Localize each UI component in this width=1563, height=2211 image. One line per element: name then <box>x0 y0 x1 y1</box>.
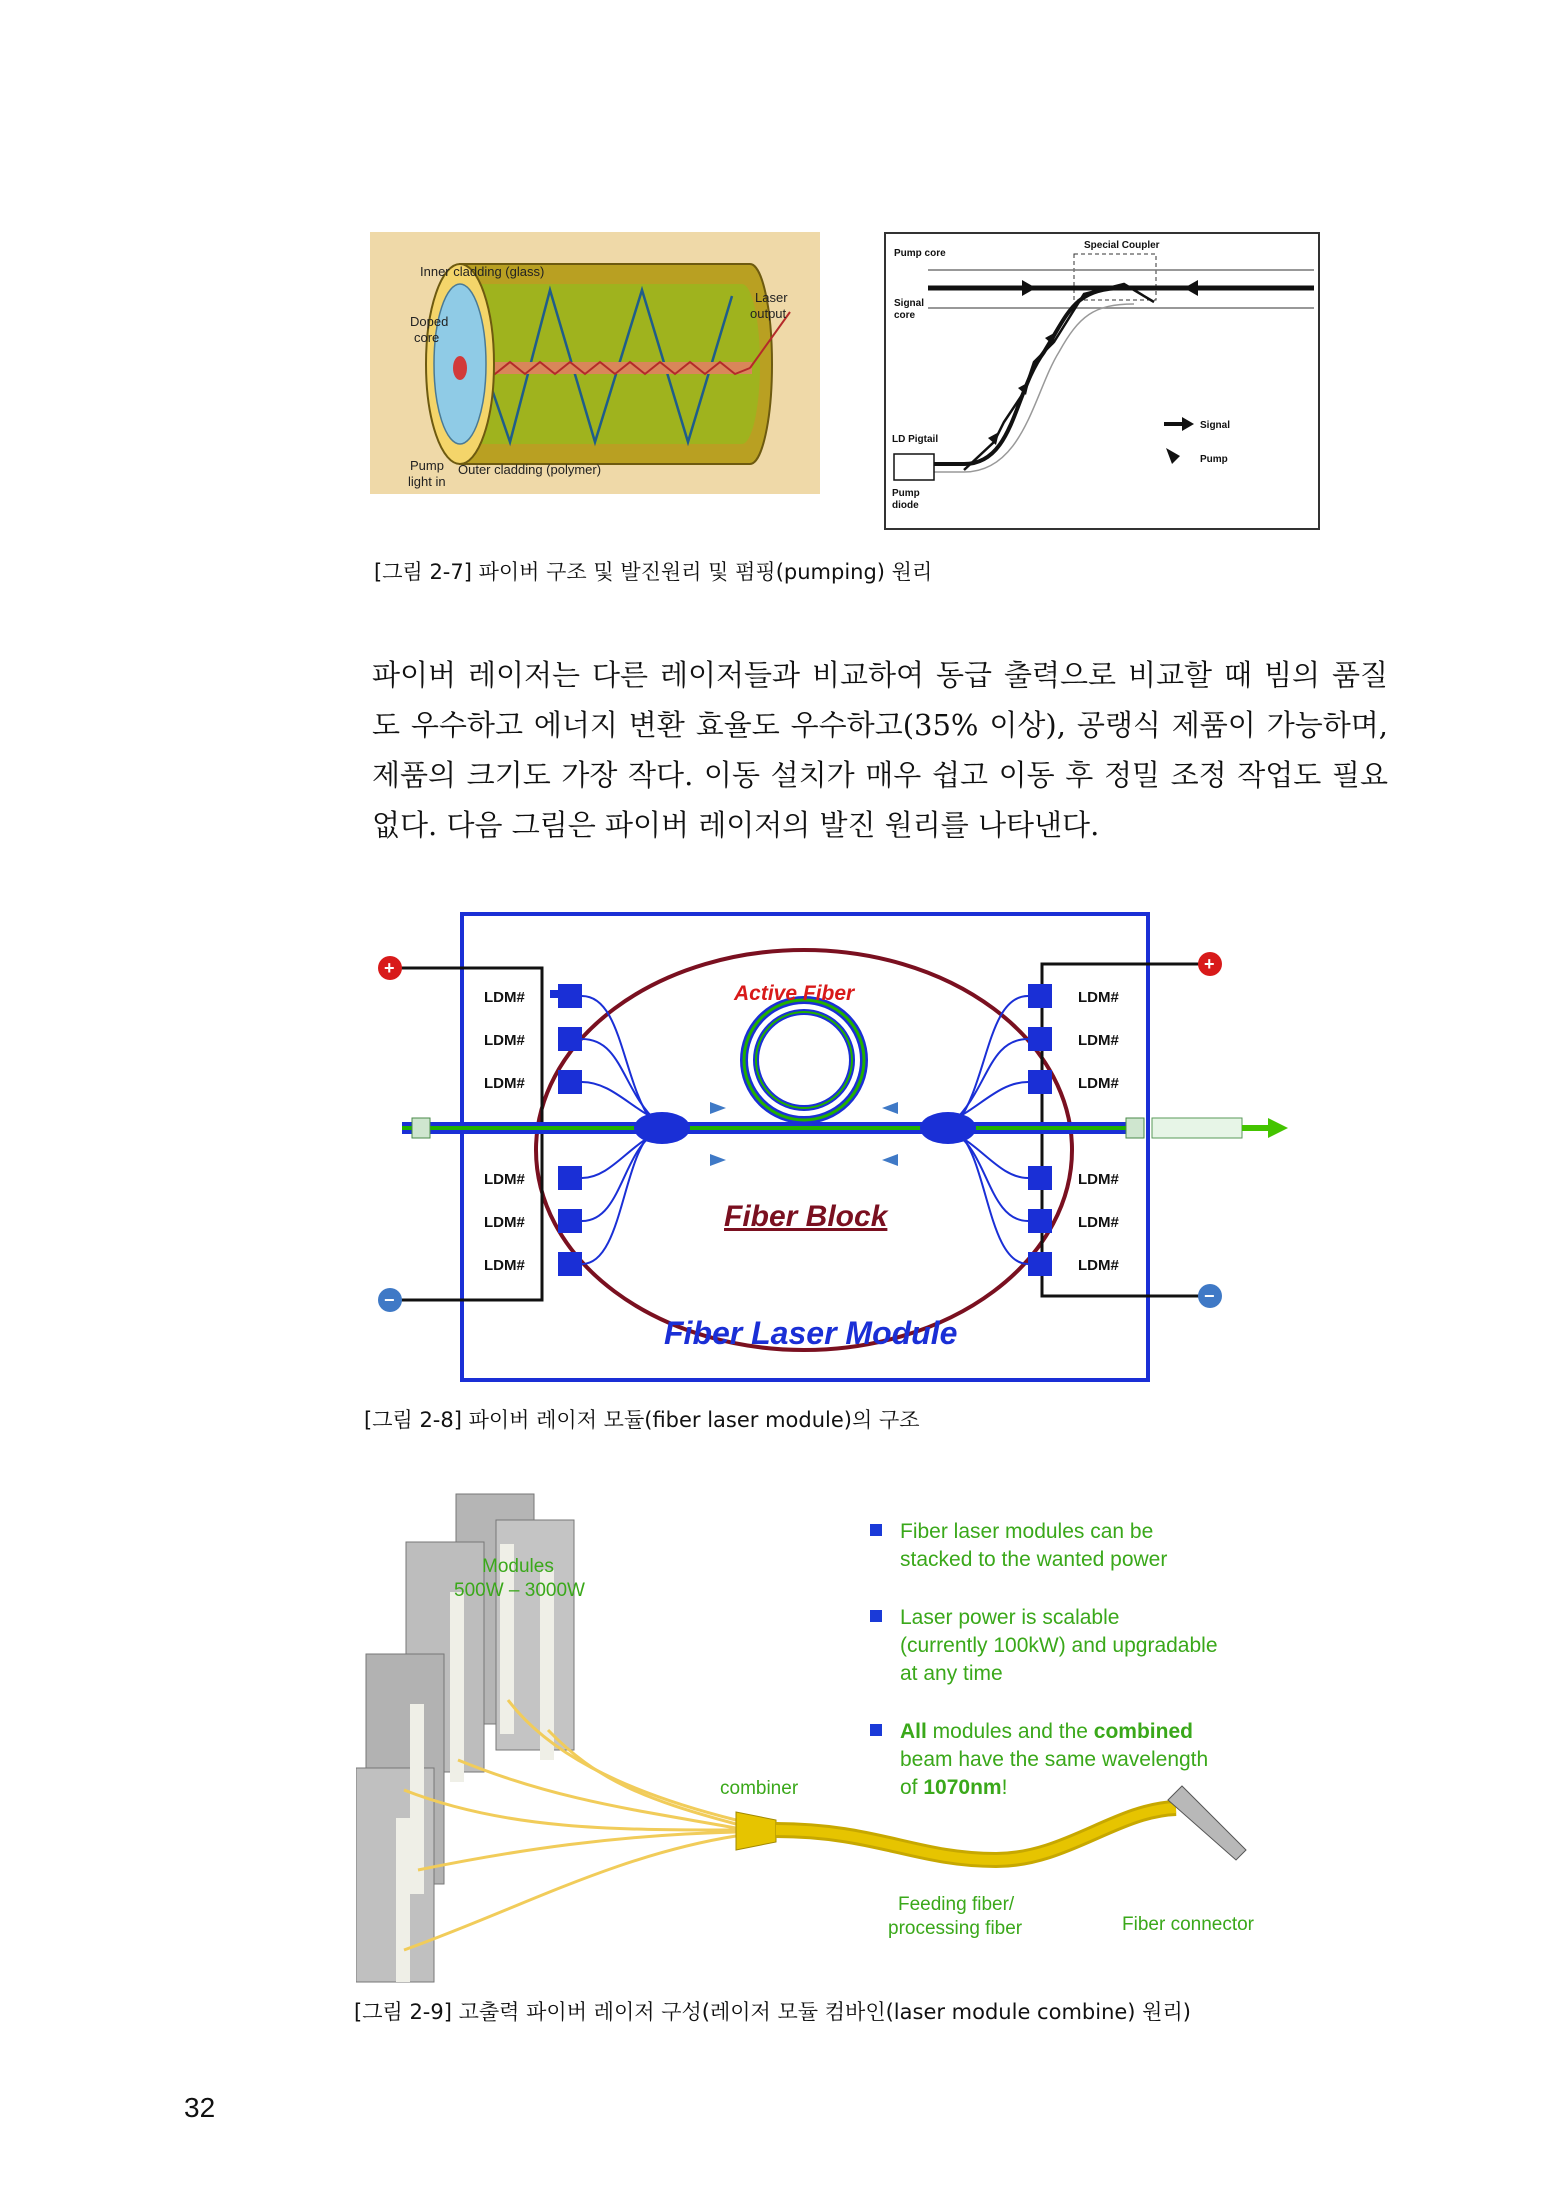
ldm-left-1 <box>558 984 582 1008</box>
label-doped-1: Doped <box>410 314 449 329</box>
ldm-right-2 <box>1028 1027 1052 1051</box>
label-pump-core: Pump core <box>894 248 946 259</box>
bullet-1 <box>870 1524 882 1536</box>
ldm-right-label-6: LDM# <box>1078 1257 1119 1274</box>
label-pump-2: light in <box>408 474 446 489</box>
bullet-1-line-2: stacked to the wanted power <box>900 1548 1168 1571</box>
page-number: 32 <box>184 2092 216 2123</box>
feeding-fiber-label-1: Feeding fiber/ <box>898 1894 1015 1915</box>
figure-2-7-caption: [그림 2-7] 파이버 구조 및 발진원리 및 펌핑(pumping) 원리 <box>374 560 933 584</box>
label-outer-cladding: Outer cladding (polymer) <box>458 462 602 477</box>
ldm-left-label-5: LDM# <box>484 1214 525 1231</box>
front-face-core <box>453 356 467 380</box>
legend-signal-label: Signal <box>1200 420 1231 431</box>
body-paragraph: 파이버 레이저는 다른 레이저들과 비교하여 동급 출력으로 비교할 때 빔의 품질도 우수하고 에너지 변환 효율도 우수하고(35% 이상), 공랭식 제품이 가능하며, 제품의 크기도 가장 작다. 이동 설치가 매우 쉽고 이동 후 정밀 조정 작업도 필요 없다. 다음 그림은 파이버 레이저의 발진 원리를 나타낸다. <box>372 658 1388 842</box>
label-special-coupler: Special Coupler <box>1084 240 1160 251</box>
bullet-2-line-1: Laser power is scalable <box>900 1606 1120 1629</box>
label-signal-1: Signal <box>894 298 925 309</box>
ldm-left-5 <box>558 1209 582 1233</box>
fiber-laser-module-diagram <box>372 900 1292 1386</box>
pumping-frame <box>885 233 1319 529</box>
combiner-label: combiner <box>720 1778 799 1799</box>
ldm-left-label-1: LDM# <box>484 989 525 1006</box>
fiber-connector-shape <box>1168 1786 1246 1860</box>
ldm-right-3 <box>1028 1070 1052 1094</box>
pump-diode-box <box>894 454 934 480</box>
bullet-3-wavelength: 1070nm <box>923 1776 1002 1799</box>
module-face-3 <box>450 1592 464 1782</box>
label-pump-diode-2: diode <box>892 500 919 511</box>
ldm-right-6 <box>1028 1252 1052 1276</box>
bullet-2 <box>870 1610 882 1622</box>
feeding-fiber-label-2: processing fiber <box>888 1918 1023 1939</box>
bullet-3-mid: modules and the <box>926 1720 1094 1743</box>
ldm-left-label-3: LDM# <box>484 1075 525 1092</box>
bullet-3-line-3 <box>900 1776 1007 1799</box>
label-pump-1: Pump <box>410 458 444 473</box>
ldm-right-label-2: LDM# <box>1078 1032 1119 1049</box>
label-inner-cladding: Inner cladding (glass) <box>420 264 545 279</box>
ldm-right-4 <box>1028 1166 1052 1190</box>
label-laser-1: Laser <box>755 290 788 305</box>
output-beam-arrow <box>1268 1118 1288 1138</box>
combiner-shape <box>736 1812 776 1850</box>
ldm-left-3 <box>558 1070 582 1094</box>
modules-label-2: 500W – 3000W <box>454 1580 585 1601</box>
bullet-3-combined: combined <box>1093 1720 1193 1743</box>
bullet-2-line-2: (currently 100kW) and upgradable <box>900 1634 1218 1657</box>
left-grating <box>412 1118 430 1138</box>
ldm-left-label-4: LDM# <box>484 1171 525 1188</box>
pumping-diagram <box>884 232 1320 530</box>
right-grating <box>1126 1118 1144 1138</box>
legend-pump-label: Pump <box>1200 454 1228 465</box>
ldm-right-label-3: LDM# <box>1078 1075 1119 1092</box>
left-plus-sign: + <box>384 958 395 978</box>
ldm-left-label-6: LDM# <box>484 1257 525 1274</box>
ldm-right-1 <box>1028 984 1052 1008</box>
bullet-1-line-1: Fiber laser modules can be <box>900 1520 1154 1543</box>
label-laser-2: output <box>750 306 787 321</box>
fiber-block-label: Fiber Block <box>724 1200 888 1233</box>
modules-label-1: Modules <box>482 1556 554 1577</box>
figure-2-9-caption: [그림 2-9] 고출력 파이버 레이저 구성(레이저 모듈 컴바인(laser module combine) 원리) <box>354 2000 1191 2024</box>
left-coupler <box>634 1112 690 1144</box>
ldm-right-label-1: LDM# <box>1078 989 1119 1006</box>
label-doped-2: core <box>414 330 440 345</box>
label-ld-pigtail: LD Pigtail <box>892 434 939 445</box>
fiber-laser-module-title: Fiber Laser Module <box>664 1315 958 1351</box>
ldm-right-5 <box>1028 1209 1052 1233</box>
ldm-right-label-4: LDM# <box>1078 1171 1119 1188</box>
output-collimator <box>1152 1118 1242 1138</box>
fiber-structure-diagram <box>370 232 820 494</box>
active-fiber-label: Active Fiber <box>734 982 855 1005</box>
module-face-4 <box>410 1704 424 1894</box>
right-plus-sign: + <box>1204 954 1215 974</box>
ldm-left-6 <box>558 1252 582 1276</box>
figure-2-8-caption: [그림 2-8] 파이버 레이저 모듈(fiber laser module)의 구조 <box>364 1408 920 1432</box>
bullet-3-exclaim: ! <box>1001 1776 1008 1799</box>
right-minus-sign: − <box>1204 1286 1215 1306</box>
label-signal-2: core <box>894 310 916 321</box>
fiber-connector-label: Fiber connector <box>1122 1914 1255 1935</box>
bullet-3-all: All <box>900 1720 927 1743</box>
left-minus-sign: − <box>384 1290 395 1310</box>
bullet-3 <box>870 1724 882 1736</box>
label-pump-diode-1: Pump <box>892 488 920 499</box>
module-combine-diagram <box>356 1490 1276 1990</box>
ldm-left-2 <box>558 1027 582 1051</box>
bullet-3-line-2: beam have the same wavelength <box>900 1748 1209 1771</box>
bullet-2-line-3: at any time <box>900 1662 1003 1685</box>
module-face-5 <box>396 1818 410 1982</box>
ldm-left-4 <box>558 1166 582 1190</box>
right-coupler <box>920 1112 976 1144</box>
bullet-3-line-1 <box>900 1720 1193 1743</box>
bullet-3-of: of <box>900 1776 924 1799</box>
ldm-left-label-2: LDM# <box>484 1032 525 1049</box>
ldm-right-label-5: LDM# <box>1078 1214 1119 1231</box>
